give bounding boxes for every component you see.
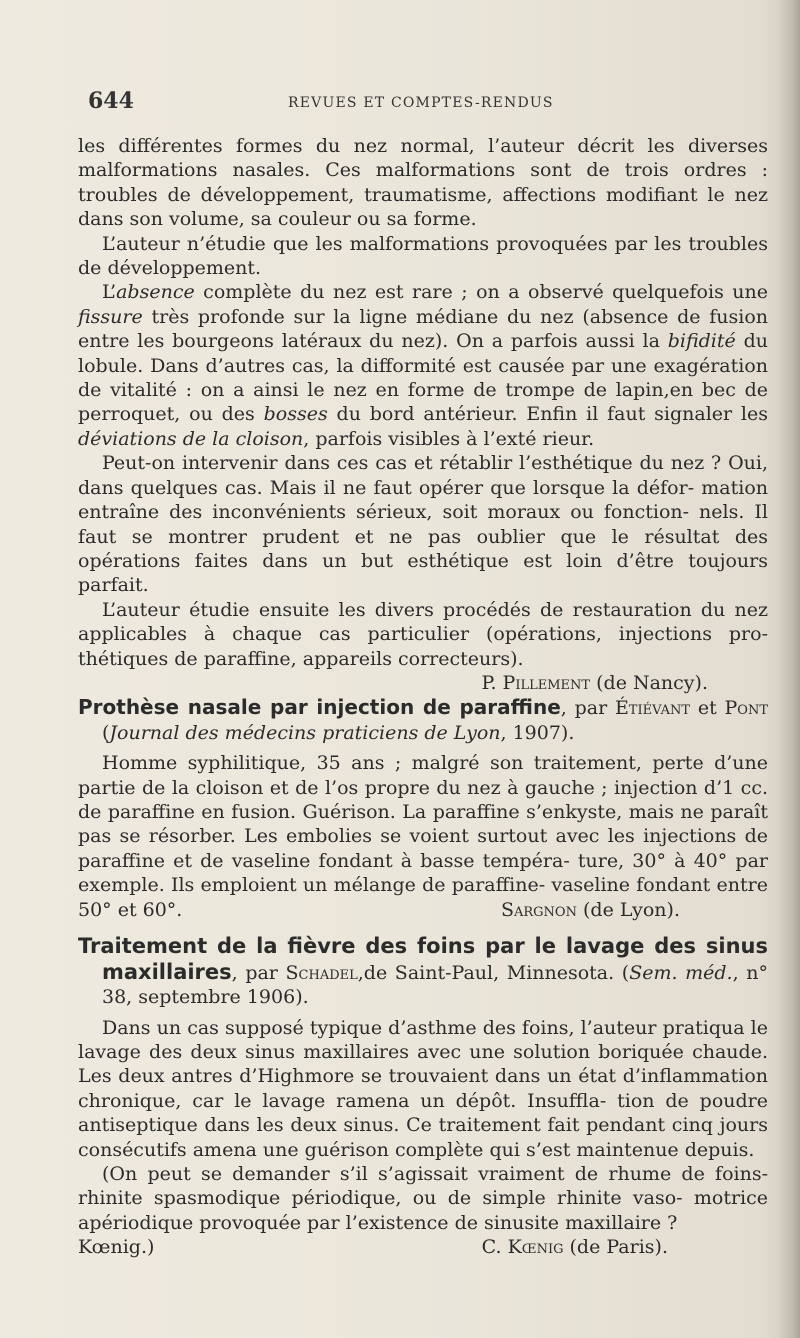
text-run: , parfois visibles à l’exté rieur. xyxy=(303,427,595,450)
text-run: (de Paris). xyxy=(563,1236,668,1259)
italic-term: absence xyxy=(116,281,195,304)
article3-paragraph-1: Dans un cas supposé typique d’asthme des foins, l’auteur pratiqua le lavage des deux sinus maxillaires avec une solution boriquée chaude. Les deux antres d’Highmore se trouvaient dans un état d’inflammation chronique, car le lavage ramena un dépôt. Insuffla- tion de poudre antiseptique dans les deux sinus. Ce traitement fait pendant cinq jours consécutifs amena une guérison complète qui s’est maintenue depuis. xyxy=(78,1016,768,1161)
text-run: , par xyxy=(231,961,286,984)
article3-paragraph-2: (On peut se demander s’il s’agissait vraiment de rhume de foins- rhinite spasmodique périodique, ou de simple rhinite vaso- motrice apériodique provoquée par l’existence de sinusite maxillaire ? xyxy=(78,1163,768,1234)
text-run: , n° 38, septembre 1906). xyxy=(102,961,768,1009)
article3-signature xyxy=(482,1235,668,1259)
article2-title: Prothèse nasale par injection de paraffine xyxy=(78,695,561,720)
text-run: P. xyxy=(481,671,503,694)
text-run: (de Nancy). xyxy=(590,671,708,694)
article2-body: Homme syphilitique, 35 ans ; malgré son traitement, perte d’une partie de la cloison et de l’os propre du nez à gauche ; injection d’1 cc. de paraffine en fusion. Guérison. La paraffine s’enkyste, mais ne paraît pas se résorber. Les embolies se voient surtout avec les injections de paraffine et de vaseline fondant à basse tempéra- ture, 30° à 40° par exemple. Ils emploient un mélange de paraffine- vaseline fondant entre 50° et 60°. xyxy=(78,752,768,921)
page-header xyxy=(88,88,740,118)
page-number: 644 xyxy=(88,88,134,114)
page-body xyxy=(78,134,768,1260)
article1-paragraph-2: L’auteur n’étudie que les malformations provoquées par les troubles de développement. xyxy=(78,232,768,280)
article3-heading xyxy=(78,934,768,1009)
text-run: ( xyxy=(102,721,110,744)
text-run: Kœnig.) xyxy=(78,1236,155,1259)
text-run: (de Lyon). xyxy=(576,899,680,921)
page-edge-shadow xyxy=(778,0,800,1338)
text-run: , par xyxy=(560,697,615,720)
author-name: Pont xyxy=(724,697,768,720)
article3-closing-line xyxy=(78,1235,768,1259)
text-run: C. xyxy=(481,1236,508,1259)
italic-term: bosses xyxy=(263,403,328,426)
article1-paragraph-1: les différentes formes du nez normal, l’auteur décrit les diverses malformations nasales. Ces malformations sont de trois ordres : troubles de développement, traumatisme, affections modifiant le nez dans son volume, sa couleur ou sa forme. xyxy=(78,135,768,231)
text-run: très profonde sur la ligne médiane du nez (absence de fusion entre les bourgeons latéraux du nez). On a parfois aussi la xyxy=(78,305,768,353)
italic-term: déviations de la cloison xyxy=(78,427,304,450)
article1-signature xyxy=(78,671,768,695)
text-run: du bord antérieur. Enfin il faut signaler les xyxy=(327,403,769,426)
reviewer-name: Kœnig xyxy=(507,1236,564,1259)
journal-title: Sem. méd. xyxy=(629,961,733,984)
running-head: REVUES ET COMPTES-RENDUS xyxy=(288,95,554,111)
reviewer-name: Sargnon xyxy=(500,899,577,921)
reviewer-name: Pillement xyxy=(502,671,591,694)
text-run: ,de Saint-Paul, Minnesota. ( xyxy=(357,961,630,984)
journal-title: Journal des médecins praticiens de Lyon xyxy=(109,721,501,744)
article1-paragraph-3 xyxy=(78,280,768,451)
article3-title: Traitement de la fièvre des foins par le lavage des sinus maxillaires xyxy=(78,934,768,984)
author-name: Étiévant xyxy=(614,697,691,720)
author-name: Schadel xyxy=(285,961,358,984)
article1-paragraph-4: Peut-on intervenir dans ces cas et rétablir l’esthétique du nez ? Oui, dans quelques cas. Mais il ne faut opérer que lorsque la défor- mation entraîne des inconvénients sérieux, soit moraux ou fonction- nels. Il faut se montrer prudent et ne pas oublier que le résultat des opérations faites dans un but esthétique est loin d’être toujours parfait. xyxy=(78,452,768,597)
text-run: complète du nez est rare ; on a observé quelquefois une xyxy=(194,281,768,304)
article1-paragraph-5: L’auteur étudie ensuite les divers procédés de restauration du nez applicables à chaque cas particulier (opérations, injections pro- thétiques de paraffine, appareils correcteurs). xyxy=(78,598,768,670)
italic-term: fissure xyxy=(78,305,143,328)
text-run: , 1907). xyxy=(500,721,575,744)
article2-heading xyxy=(78,695,768,745)
section-gap xyxy=(78,922,768,934)
text-run: L’ xyxy=(102,281,117,304)
text-run: du lobule. Dans d’autres cas, la difformité est causée par une exagération de vitalité : on a ainsi le nez en forme de trompe de lapin,en bec de perroquet, ou des xyxy=(78,330,768,426)
text-run: et xyxy=(690,697,725,720)
italic-term: bifidité xyxy=(667,330,736,353)
